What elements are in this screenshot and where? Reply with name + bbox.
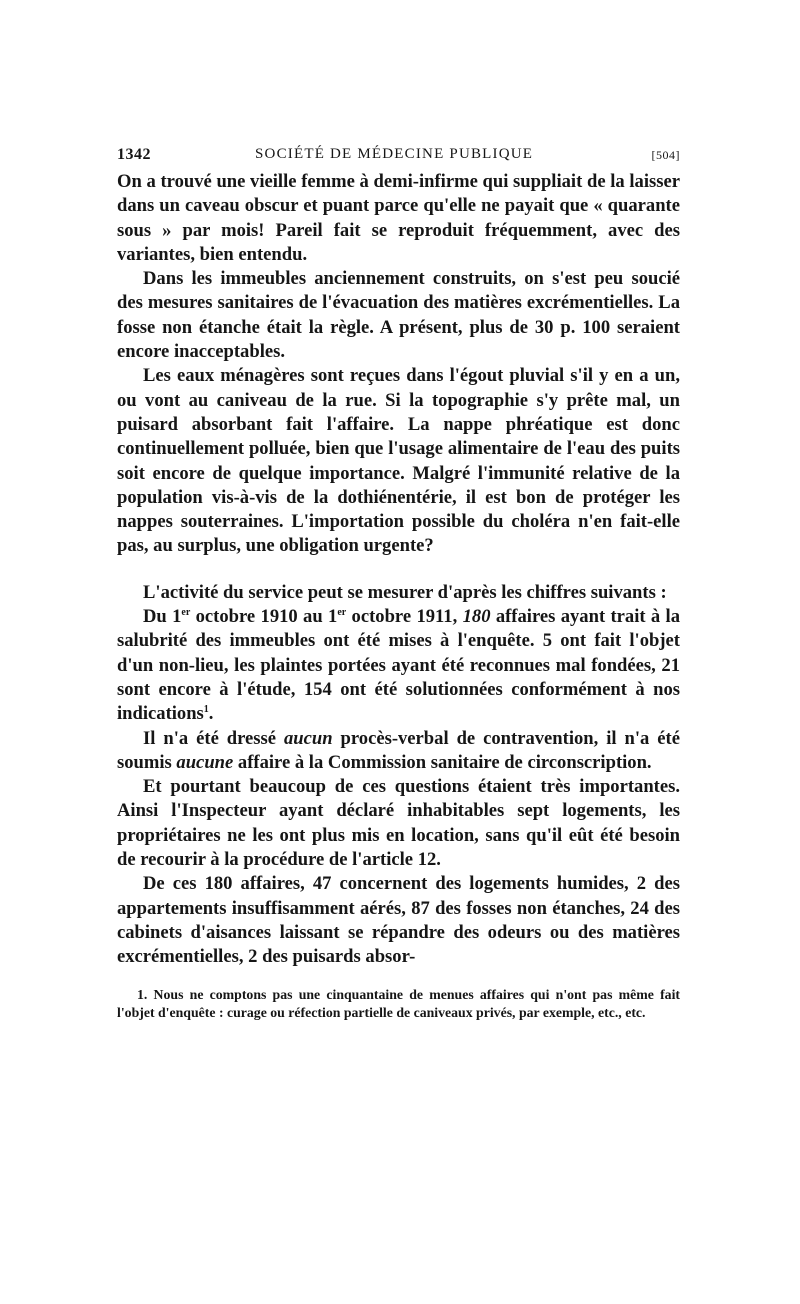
- paragraph-3: Les eaux ménagères sont reçues dans l'égout pluvial s'il y en a un, ou vont au caniveau de la rue. Si la topographie s'y prête mal, un puisard absorbant fait l'affaire. La nappe phréatique est donc continuellement polluée, bien que l'usage alimentaire de l'eau des puits soit encore de quelque importance. Malgré l'immunité relative de la population vis-à-vis de la dothiénentérie, il est bon de protéger les nappes souterraines. L'importation possible du choléra n'en fait-elle pas, au surplus, une obligation urgente?: [117, 365, 680, 557]
- footnote-1: 1. Nous ne comptons pas une cinquantaine de menues affaires qui n'ont pas même fait l'objet d'enquête : curage ou réfection partielle de caniveaux privés, par exemple, etc., etc.: [117, 986, 680, 1020]
- book-page: [117, 140, 680, 1022]
- paragraph-6: Il n'a été dressé aucun procès-verbal de contravention, il n'a été soumis aucune affaire à la Commission sanitaire de circonscription.: [117, 727, 680, 773]
- paragraph-4: L'activité du service peut se mesurer d'après les chiffres suivants :: [143, 581, 667, 603]
- paragraph-2: Dans les immeubles anciennement construits, on s'est peu soucié des mesures sanitaires de l'évacuation des matières excrémentielles. La fosse non étanche était la règle. A présent, plus de 30 p. 100 seraient encore inacceptables.: [117, 268, 680, 363]
- paragraph-5: Du 1er octobre 1910 au 1er octobre 1911, 180 affaires ayant trait à la salubrité des immeubles ont été mises à l'enquête. 5 ont fait l'objet d'un non-lieu, les plaintes portées ayant été reconnues mal fondées, 21 sont encore à l'étude, 154 ont été solutionnées conformément à nos indications$^1$.: [117, 606, 681, 725]
- paragraph-7: Et pourtant beaucoup de ces questions étaient très importantes. Ainsi l'Inspecteur ayant déclaré inhabitables sept logements, les propriétaires ne les ont plus mis en location, sans qu'il eût été besoin de recourir à la procédure de l'article 12.: [117, 776, 680, 871]
- paragraph-8: De ces 180 affaires, 47 concernent des logements humides, 2 des appartements insuffisamment aérés, 87 des fosses non étanches, 24 des cabinets d'aisances laissant se répandre des odeurs ou des matières excrémentielles, 2 des puisards absor-: [117, 873, 680, 968]
- running-title: SOCIÉTÉ DE MÉDECINE PUBLIQUE: [255, 146, 534, 162]
- page-number: 1342: [117, 146, 151, 163]
- footnote-marker: 1: [203, 704, 209, 716]
- footnotes: [117, 986, 680, 1022]
- original-page-number: [504]: [651, 148, 680, 162]
- paragraph-1: On a trouvé une vieille femme à demi-infirme qui suppliait de la laisser dans un caveau obscur et puant parce qu'elle ne payait que « quarante sous » par mois! Pareil fait se reproduit fréquemment, avec des variantes, bien entendu.: [117, 171, 680, 265]
- body-text: [117, 170, 680, 970]
- running-head: [117, 140, 680, 170]
